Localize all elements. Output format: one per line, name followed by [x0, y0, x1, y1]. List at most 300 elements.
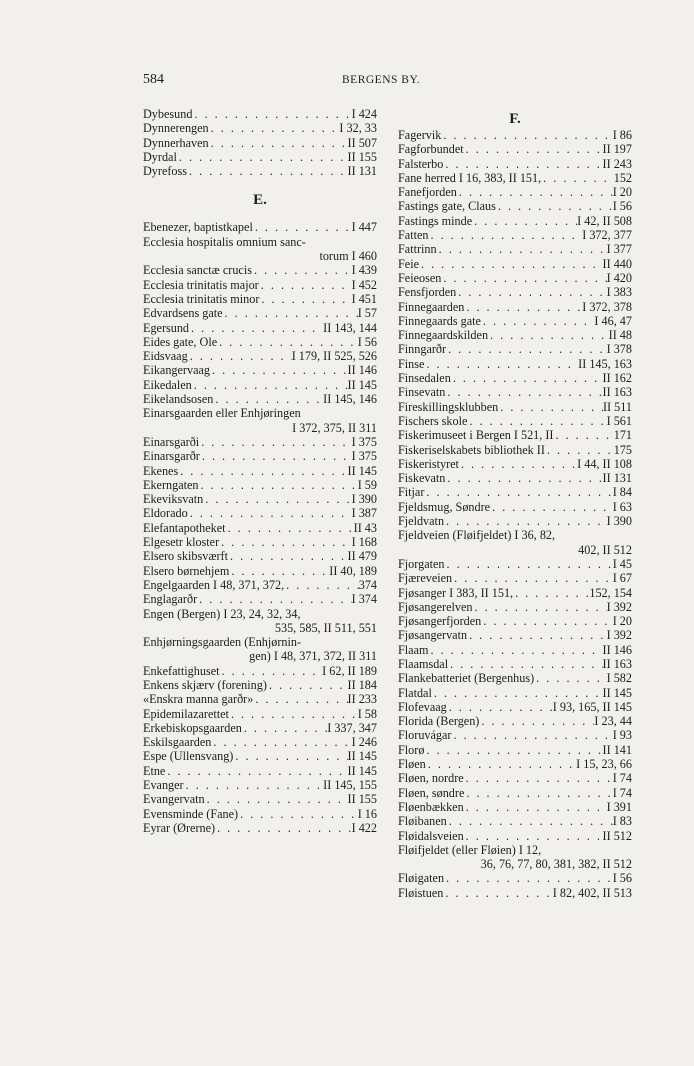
entry-reference: I 439 [351, 263, 377, 278]
index-entry [398, 628, 632, 642]
entry-term: Fjæreveien [398, 571, 453, 586]
leader-dots [445, 471, 602, 485]
leader-dots [479, 714, 594, 728]
index-entry [143, 678, 377, 692]
entry-term: Fløenbækken [398, 799, 464, 814]
index-entry [398, 185, 632, 199]
leader-dots [445, 557, 613, 571]
entry-term: Fiskerimuseet i Bergen I 521, II [398, 428, 554, 443]
entry-term: Eikedalen [143, 377, 192, 392]
leader-dots [472, 600, 606, 614]
leader-dots [464, 829, 603, 843]
entry-reference: I 57 [357, 306, 377, 321]
entry-term: Flaamsdal [398, 656, 449, 671]
entry-term: Finsevatn [398, 385, 446, 400]
entry-reference: I 45 [612, 556, 632, 571]
leader-dots [228, 549, 348, 563]
leader-dots [481, 614, 612, 628]
leader-dots [428, 643, 602, 657]
entry-reference: II 440 [602, 256, 632, 271]
entry-reference: I 32, 33 [339, 121, 377, 136]
entry-reference: II 43 [353, 520, 377, 535]
index-entry [398, 257, 632, 271]
index-entry [398, 485, 632, 499]
entry-reference: II 243 [602, 156, 632, 171]
leader-dots [498, 400, 603, 414]
entry-reference: I 392 [606, 599, 632, 614]
index-entry [398, 786, 632, 800]
entry-term: Eskilsgaarden [143, 735, 212, 750]
entry-term: Fattrinn [398, 242, 437, 257]
entry-reference: II 145, 146 [323, 392, 377, 407]
index-entry [143, 220, 377, 234]
entry-term: Fagervik [398, 128, 442, 142]
entry-reference: I 246 [351, 735, 377, 750]
e-entries [143, 220, 377, 835]
index-entry [398, 328, 632, 342]
entry-term: Eikelandsosen [143, 392, 214, 407]
leader-dots [444, 871, 613, 885]
index-entry [143, 321, 377, 335]
entry-reference: I 390 [351, 492, 377, 507]
leader-dots [451, 728, 612, 742]
entry-term: Flankebatteriet (Bergenhus) [398, 671, 535, 686]
entry-reference: I 390 [606, 514, 632, 529]
entry-term: Evangervatn [143, 792, 205, 807]
entry-term: Evensminde (Fane) [143, 806, 239, 821]
entry-reference: I 422 [351, 820, 377, 835]
entry-term: Epidemilazarettet [143, 706, 229, 721]
entry-reference: I 420 [606, 270, 632, 285]
leader-dots [238, 807, 358, 821]
leader-dots [481, 314, 595, 328]
leader-dots [205, 792, 348, 806]
entry-term: Evanger [143, 778, 184, 793]
entry-reference: II 146 [347, 363, 377, 378]
leader-dots [467, 628, 607, 642]
leader-dots [252, 263, 352, 277]
entry-reference: I 84 [612, 485, 632, 500]
leader-dots [210, 363, 348, 377]
index-entry [143, 521, 377, 535]
index-entry [398, 443, 632, 457]
entry-reference: I 59 [357, 477, 377, 492]
section-letter-f: F. [509, 111, 521, 127]
leader-dots [259, 292, 351, 306]
entry-term: Fjeldvatn [398, 514, 445, 529]
index-entry [143, 278, 377, 292]
entry-reference: I 20 [612, 614, 632, 629]
entry-term: Ecclesia trinitatis major [143, 277, 259, 292]
leader-dots [259, 278, 352, 292]
entry-reference: II 184 [347, 677, 377, 692]
section-letter-e: E. [253, 192, 267, 209]
entry-reference: I 375 [351, 434, 377, 449]
leader-dots [490, 500, 613, 514]
entry-reference: I 56 [357, 334, 377, 349]
entry-term: Einarsgarði [143, 434, 200, 449]
entry-term: Espe (Ullensvang) [143, 749, 234, 764]
entry-term: Engen (Bergen) I 23, 24, 32, 34, [143, 606, 301, 621]
leader-dots [459, 457, 577, 471]
entry-reference: II 145, 163 [578, 356, 632, 371]
entry-reference: I 23, 44 [594, 714, 632, 729]
leader-dots [534, 671, 606, 685]
entry-reference: 171 [613, 428, 632, 443]
index-entry [143, 749, 377, 763]
entry-term: Eides gate, Ole [143, 334, 218, 349]
leader-dots [456, 285, 606, 299]
index-entry [398, 714, 632, 728]
leader-dots [428, 228, 582, 242]
index-entry [143, 378, 377, 392]
index-entry [143, 306, 377, 320]
entry-term: Finse [398, 356, 425, 371]
entry-term: Erkebiskopsgaarden [143, 720, 242, 735]
index-entry-continuation: 36, 76, 77, 80, 381, 382, II 512 [480, 857, 632, 872]
leader-dots [177, 150, 348, 164]
entry-term: Englagarðr [143, 592, 198, 607]
entry-term: Edvardsens gate [143, 306, 223, 321]
entry-term: Fjeldveien (Fløifjeldet) I 36, 82, [398, 528, 556, 543]
leader-dots [213, 392, 323, 406]
index-entry [398, 471, 632, 485]
entry-term: Elefantapotheket [143, 520, 226, 535]
index-entry [143, 764, 377, 778]
entry-term: Einarsgarðr [143, 449, 200, 464]
entry-reference: I 56 [612, 871, 632, 886]
leader-dots [419, 257, 603, 271]
d-entries [143, 107, 377, 178]
index-entry [398, 743, 632, 757]
entry-reference: I 74 [612, 785, 632, 800]
leader-dots [209, 121, 340, 135]
index-entry [143, 406, 377, 420]
entry-reference: I 582 [606, 671, 632, 686]
index-entry [398, 385, 632, 399]
index-entry [143, 692, 377, 706]
entry-reference: II 155 [347, 149, 377, 164]
entry-reference: II 233 [347, 692, 377, 707]
entry-term: Fensfjorden [398, 285, 457, 300]
entry-term: Ecclesia sanctæ crucis [143, 263, 252, 278]
entry-reference: I 16 [357, 806, 377, 821]
leader-dots [443, 157, 602, 171]
leader-dots [496, 199, 613, 213]
index-entry [143, 578, 377, 592]
entry-term: Fagforbundet [398, 142, 464, 157]
index-entry [398, 342, 632, 356]
index-entry [143, 464, 377, 478]
leader-dots [242, 721, 327, 735]
index-entry [398, 457, 632, 471]
entry-term: Florø [398, 742, 425, 757]
leader-dots [189, 321, 323, 335]
leader-dots [184, 778, 324, 792]
leader-dots [464, 771, 613, 785]
leader-dots [178, 464, 347, 478]
leader-dots [220, 664, 323, 678]
leader-dots [447, 700, 553, 714]
leader-dots [464, 786, 612, 800]
entry-term: Finnegaarden [398, 299, 465, 314]
index-entry [143, 664, 377, 678]
leader-dots [452, 571, 613, 585]
entry-reference: I 44, II 108 [577, 456, 632, 471]
entry-term: Eidsvaag [143, 349, 188, 364]
entry-term: Dybesund [143, 107, 193, 121]
entry-term: Finngarðr [398, 342, 447, 357]
entry-reference: I 46, 47 [594, 313, 632, 328]
entry-reference: I 86 [612, 128, 632, 142]
leader-dots [437, 242, 607, 256]
leader-dots [432, 686, 603, 700]
index-entry [398, 228, 632, 242]
index-entry [143, 635, 377, 649]
index-entry [143, 435, 377, 449]
entry-term: Fjeldsmug, Søndre [398, 499, 491, 514]
leader-dots [217, 335, 358, 349]
entry-term: Fjøsanger I 383, II 151, [398, 585, 514, 600]
index-entry [143, 492, 377, 506]
index-entry [143, 821, 377, 835]
index-entry [143, 449, 377, 463]
leader-dots [464, 800, 607, 814]
entry-term: Fjorgaten [398, 556, 445, 571]
entry-term: Elsero børnehjem [143, 563, 230, 578]
entry-reference: I 374 [351, 592, 377, 607]
index-entry [143, 478, 377, 492]
entry-term: Fiskeristyret [398, 456, 459, 471]
entry-reference: II 131 [602, 471, 632, 486]
entry-reference: II 512 [602, 828, 632, 843]
index-entry [398, 871, 632, 885]
index-entry [398, 400, 632, 414]
leader-dots [226, 521, 354, 535]
entry-term: Feie [398, 256, 419, 271]
entry-reference: II 163 [602, 656, 632, 671]
entry-term: Enkens skjærv (forening) [143, 677, 267, 692]
entry-reference: II 197 [602, 142, 632, 157]
leader-dots [284, 578, 359, 592]
entry-reference: I 63 [612, 499, 632, 514]
entry-reference: I 372, 377 [582, 228, 632, 243]
entry-reference: II 479 [347, 549, 377, 564]
leader-dots [219, 535, 351, 549]
index-entry [143, 607, 377, 621]
leader-dots [209, 136, 348, 150]
entry-reference: I 42, II 508 [577, 213, 632, 228]
entry-term: Fløibanen [398, 814, 447, 829]
entry-term: Ebenezer, baptistkapel [143, 220, 253, 235]
entry-term: Fastings gate, Claus [398, 199, 496, 214]
index-entry [143, 721, 377, 735]
leader-dots [441, 271, 606, 285]
index-entry [143, 235, 377, 249]
entry-reference: I 378 [606, 342, 632, 357]
leader-dots [253, 692, 347, 706]
entry-term: Dynnerengen [143, 121, 209, 136]
entry-reference: I 82, 402, II 513 [552, 885, 632, 900]
entry-reference: 175 [613, 442, 632, 457]
entry-reference: I 93, 165, II 145 [552, 699, 632, 714]
index-entry [398, 814, 632, 828]
index-entry [398, 414, 632, 428]
leader-dots [188, 349, 292, 363]
index-entry [398, 614, 632, 628]
entry-reference: 152, 154 [589, 585, 632, 600]
leader-dots [451, 371, 603, 385]
leader-dots [448, 657, 602, 671]
entry-reference: II 145 [347, 749, 377, 764]
index-entry [143, 807, 377, 821]
entry-reference: I 168 [351, 535, 377, 550]
entry-term: Fløen [398, 757, 426, 772]
entry-term: Ekenes [143, 463, 179, 478]
entry-reference: I 447 [351, 220, 377, 235]
index-entry [398, 657, 632, 671]
entry-term: Fjøsangervatn [398, 628, 468, 643]
entry-term: Elsero skibsværft [143, 549, 228, 564]
entry-term: Enhjørningsgaarden (Enhjørnin- [143, 635, 302, 650]
index-entry [398, 771, 632, 785]
index-entry [143, 292, 377, 306]
entry-term: Engelgaarden I 48, 371, 372, [143, 577, 285, 592]
index-entry [398, 728, 632, 742]
leader-dots [192, 107, 351, 121]
entry-reference: I 179, II 525, 526 [291, 349, 377, 364]
entry-term: Dyrdal [143, 149, 177, 164]
entry-reference: I 74 [612, 771, 632, 786]
entry-term: Fitjar [398, 485, 425, 500]
leader-dots [267, 678, 348, 692]
entry-reference: I 20 [612, 185, 632, 200]
entry-reference: I 56 [612, 199, 632, 214]
leader-dots [441, 128, 612, 142]
leader-dots [229, 564, 329, 578]
entry-term: Flaam [398, 642, 429, 657]
entry-term: Fløen, nordre [398, 771, 464, 786]
entry-term: Fischers skole [398, 413, 468, 428]
section-e [143, 178, 377, 220]
leader-dots [464, 300, 582, 314]
entry-reference: II 146 [602, 642, 632, 657]
index-entry [398, 157, 632, 171]
entry-term: Fastings minde [398, 213, 473, 228]
index-entry [398, 886, 632, 900]
entry-reference: II 141 [602, 742, 632, 757]
index-entry [398, 586, 632, 600]
entry-term: Falsterbo [398, 156, 444, 171]
index-column-right [398, 107, 632, 900]
index-entry [398, 800, 632, 814]
entry-reference: I 451 [351, 291, 377, 306]
index-entry [143, 392, 377, 406]
index-entry [398, 300, 632, 314]
entry-reference: II 162 [602, 371, 632, 386]
entry-reference: I 337, 347 [327, 720, 377, 735]
entry-term: Fanefjorden [398, 185, 457, 200]
entry-reference: I 93 [612, 728, 632, 743]
index-entry [398, 371, 632, 385]
entry-reference: II 40, 189 [329, 563, 377, 578]
leader-dots [445, 385, 602, 399]
entry-term: Fireskillingsklubben [398, 399, 499, 414]
index-entry-continuation: 535, 585, II 511, 551 [274, 620, 377, 635]
index-entry [398, 128, 632, 142]
leader-dots [488, 328, 609, 342]
entry-reference: 374 [358, 577, 377, 592]
entry-reference: II 48 [608, 328, 632, 343]
entry-term: Fløen, søndre [398, 785, 465, 800]
entry-term: Egersund [143, 320, 190, 335]
entry-reference: II 507 [347, 135, 377, 150]
index-entry [143, 564, 377, 578]
entry-term: Fiskevatn [398, 471, 446, 486]
entry-term: Dyrefoss [143, 164, 188, 179]
entry-term: Fløigaten [398, 871, 445, 886]
index-entry [143, 549, 377, 563]
index-entry [398, 571, 632, 585]
entry-term: Fløidalsveien [398, 828, 464, 843]
index-entry [143, 136, 377, 150]
index-entry [143, 778, 377, 792]
index-entry [143, 363, 377, 377]
index-entry-continuation: I 372, 375, II 311 [292, 420, 377, 435]
leader-dots [211, 735, 351, 749]
entry-reference: II 511 [603, 399, 632, 414]
index-entry [398, 557, 632, 571]
entry-term: Finnegaardskilden [398, 328, 489, 343]
index-entry [398, 171, 632, 185]
entry-term: Eldorado [143, 506, 188, 521]
entry-term: Fatten [398, 228, 429, 243]
index-entry [143, 107, 377, 121]
leader-dots [545, 443, 614, 457]
leader-dots [472, 214, 577, 228]
entry-reference: II 131 [347, 164, 377, 179]
leader-dots [233, 749, 347, 763]
index-entry [143, 506, 377, 520]
entry-term: Flatdal [398, 685, 432, 700]
entry-term: Elgesetr kloster [143, 535, 220, 550]
entry-reference: I 83 [612, 814, 632, 829]
index-entry [398, 514, 632, 528]
entry-reference: I 15, 23, 66 [576, 757, 632, 772]
page-number: 584 [143, 72, 164, 87]
entry-reference: I 62, II 189 [322, 663, 377, 678]
leader-dots [188, 506, 352, 520]
index-entry [398, 686, 632, 700]
leader-dots [426, 757, 576, 771]
leader-dots [223, 306, 358, 320]
index-entry [398, 357, 632, 371]
index-entry [398, 843, 632, 857]
leader-dots [553, 428, 613, 442]
entry-reference: I 392 [606, 628, 632, 643]
leader-dots [253, 220, 352, 234]
leader-dots [457, 185, 613, 199]
entry-reference: II 143, 144 [323, 320, 377, 335]
leader-dots [192, 378, 348, 392]
index-entry [398, 314, 632, 328]
index-entry [398, 285, 632, 299]
index-entry-continuation: gen) I 48, 371, 372, II 311 [249, 649, 377, 664]
running-title: BERGENS BY. [342, 74, 421, 86]
index-entry [143, 592, 377, 606]
index-column-left [143, 107, 377, 835]
entry-term: Fjøsangerelven [398, 599, 473, 614]
